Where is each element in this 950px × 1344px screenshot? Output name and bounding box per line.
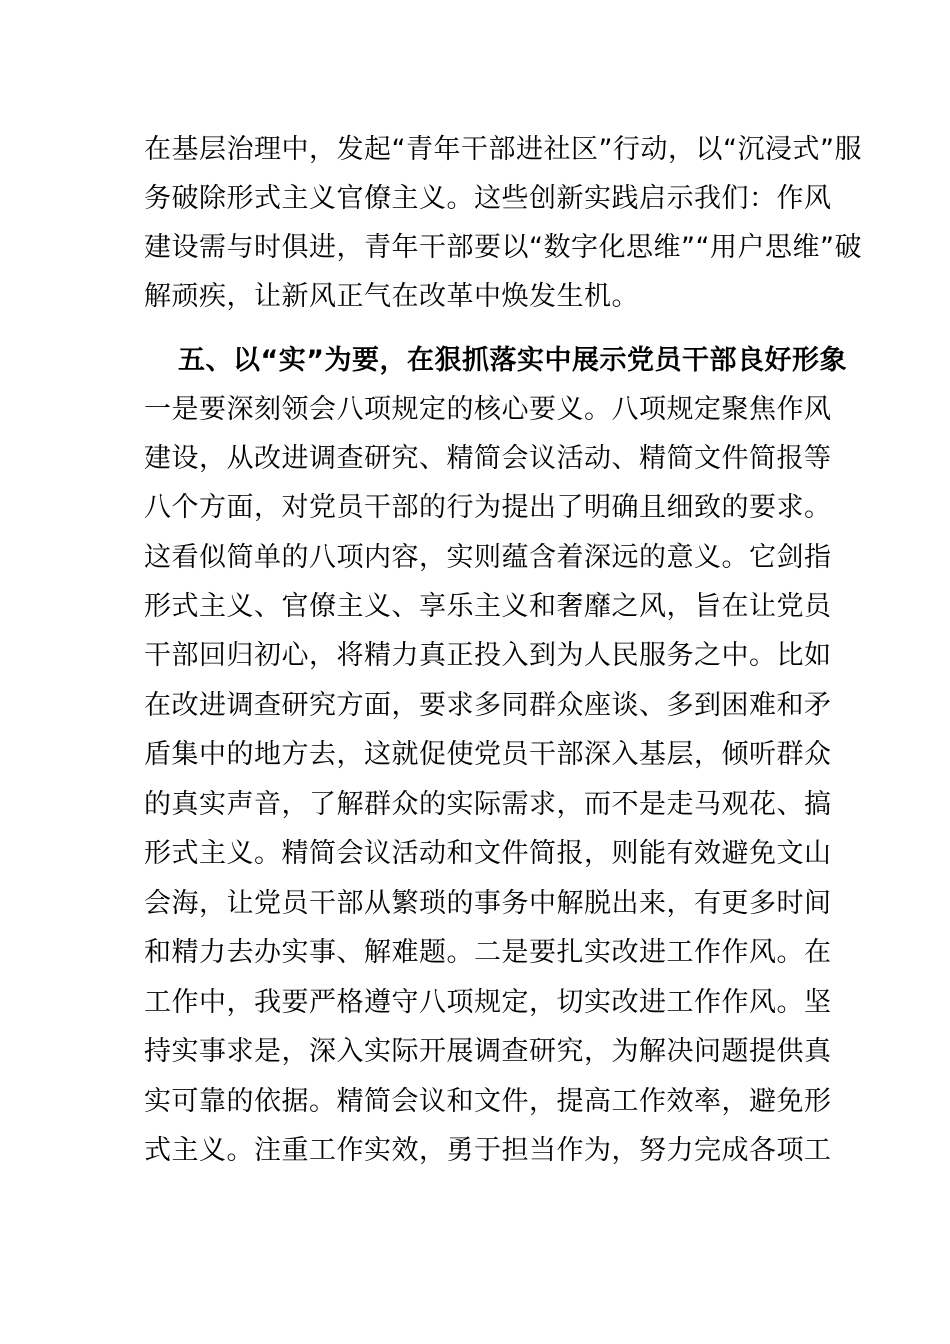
text-line: 在改进调查研究方面，要求多同群众座谈、多到困难和矛	[144, 690, 832, 721]
text-line: 建设需与时俱进，青年干部要以“数字化思维”“用户思维”破	[144, 232, 862, 263]
text-line: 这看似简单的八项内容，实则蕴含着深远的意义。它剑指	[144, 542, 832, 573]
text-line: 形式主义。精简会议活动和文件简报，则能有效避免文山	[144, 838, 832, 869]
text-line: 形式主义、官僚主义、享乐主义和奢靡之风，旨在让党员	[144, 591, 832, 622]
text-line: 解顽疾，让新风正气在改革中焕发生机。	[144, 281, 639, 312]
text-line: 会海，让党员干部从繁琐的事务中解脱出来，有更多时间	[144, 888, 832, 919]
text-line: 工作中，我要严格遵守八项规定，切实改进工作作风。坚	[144, 987, 832, 1018]
text-line: 盾集中的地方去，这就促使党员干部深入基层，倾听群众	[144, 739, 832, 770]
text-line: 八个方面，对党员干部的行为提出了明确且细致的要求。	[144, 492, 832, 523]
text-line: 务破除形式主义官僚主义。这些创新实践启示我们：作风	[144, 183, 832, 214]
text-line: 式主义。注重工作实效，勇于担当作为，努力完成各项工	[144, 1135, 832, 1166]
text-line: 在基层治理中，发起“青年干部进社区”行动，以“沉浸式”服	[144, 134, 862, 165]
text-line: 干部回归初心，将精力真正投入到为人民服务之中。比如	[144, 640, 832, 671]
text-line: 持实事求是，深入实际开展调查研究，为解决问题提供真	[144, 1036, 832, 1067]
text-line: 一是要深刻领会八项规定的核心要义。八项规定聚焦作风	[144, 394, 832, 425]
text-line: 和精力去办实事、解难题。二是要扎实改进工作作风。在	[144, 937, 832, 968]
text-line: 的真实声音，了解群众的实际需求，而不是走马观花、搞	[144, 789, 832, 820]
section-heading: 五、以“实”为要，在狠抓落实中展示党员干部良好形象	[178, 345, 847, 376]
text-line: 建设，从改进调查研究、精简会议活动、精简文件简报等	[144, 443, 832, 474]
text-line: 实可靠的依据。精简会议和文件，提高工作效率，避免形	[144, 1086, 832, 1117]
